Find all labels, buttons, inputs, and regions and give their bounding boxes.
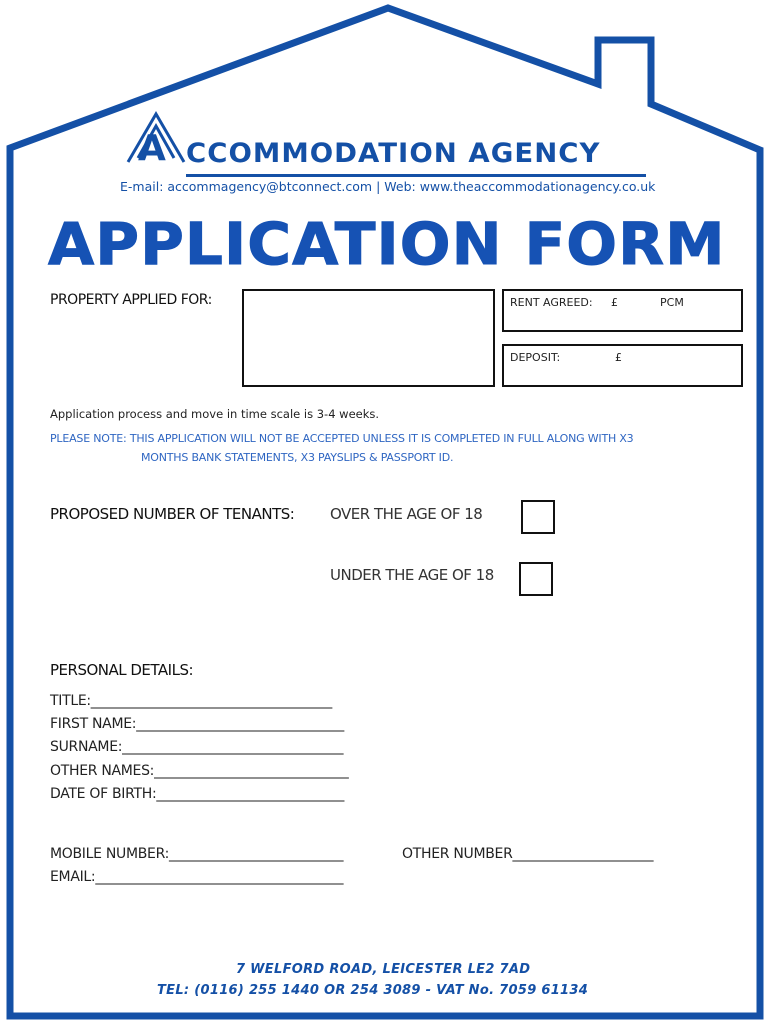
property-input-box[interactable]	[242, 289, 495, 387]
footer-telephone: TEL: (0116) 255 1440 OR 254 3089 - VAT No. 7059 61134	[157, 983, 589, 998]
page-title: APPLICATION FORM	[48, 210, 726, 278]
tenants-label: PROPOSED NUMBER OF TENANTS:	[50, 505, 295, 523]
under-18-label: UNDER THE AGE OF 18	[330, 566, 494, 584]
rent-unit: PCM	[660, 296, 684, 309]
brand-name: CCOMMODATION AGENCY	[186, 138, 601, 169]
email-field[interactable]: EMAIL:_____________________________________	[50, 869, 344, 885]
other-number-field[interactable]: OTHER NUMBER_____________________	[402, 846, 654, 862]
over-18-label: OVER THE AGE OF 18	[330, 505, 483, 523]
footer-address: 7 WELFORD ROAD, LEICESTER LE2 7AD	[236, 962, 531, 977]
date-of-birth-field[interactable]: DATE OF BIRTH:____________________________	[50, 786, 345, 802]
over-18-checkbox[interactable]	[521, 500, 555, 534]
surname-field[interactable]: SURNAME:_________________________________	[50, 739, 344, 755]
contact-line: E-mail: accommagency@btconnect.com | Web: www.theaccommodationagency.co.uk	[120, 179, 656, 194]
property-label: PROPERTY APPLIED FOR:	[50, 292, 212, 308]
title-field[interactable]: TITLE:____________________________________	[50, 693, 332, 709]
rent-label: RENT AGREED:	[510, 296, 593, 309]
mobile-number-field[interactable]: MOBILE NUMBER:__________________________	[50, 846, 344, 862]
rent-currency: £	[611, 296, 618, 309]
process-text: Application process and move in time scale is 3-4 weeks.	[50, 407, 380, 421]
personal-details-heading: PERSONAL DETAILS:	[50, 661, 194, 679]
deposit-currency: £	[615, 351, 622, 364]
brand-underline	[186, 174, 646, 177]
logo-letter: A	[138, 128, 166, 169]
other-names-field[interactable]: OTHER NAMES:_____________________________	[50, 763, 349, 779]
note-line-2: MONTHS BANK STATEMENTS, X3 PAYSLIPS & PASSPORT ID.	[141, 451, 454, 464]
first-name-field[interactable]: FIRST NAME:_______________________________	[50, 716, 344, 732]
note-line-1: PLEASE NOTE: THIS APPLICATION WILL NOT BE ACCEPTED UNLESS IT IS COMPLETED IN FULL ALONG WITH X3	[50, 432, 634, 445]
under-18-checkbox[interactable]	[519, 562, 553, 596]
deposit-label: DEPOSIT:	[510, 351, 561, 364]
